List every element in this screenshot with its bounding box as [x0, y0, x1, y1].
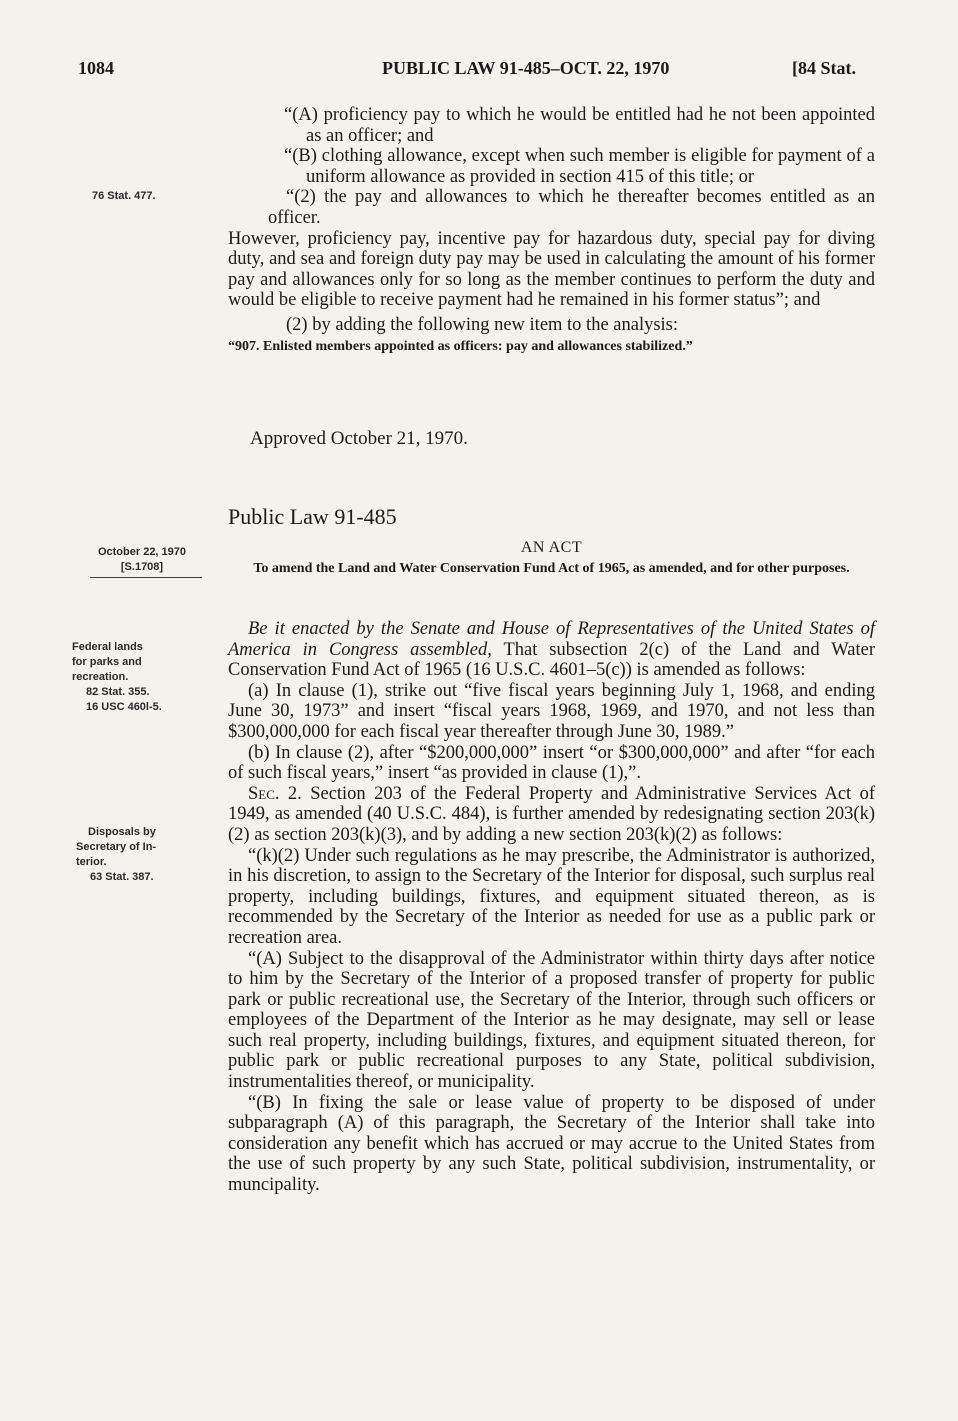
margin-note-disposals: Disposals by Secretary of In- terior. 63 Stat. 387. [76, 826, 157, 883]
section-2-text: Section 203 of the Federal Property and Administrative Services Act of 1949, as amended (40 U.S.C. 484), is further amended by redesignating section 203(k)(2) as section 203(k)(3), and by adding a new section 203(k)(2) as follows: [228, 783, 875, 845]
margin-note-bill: [S.1708] [120, 561, 164, 573]
paragraph-item-2: (2) by adding the following new item to the analysis: [286, 314, 679, 335]
law-title: Public Law 91-485 [228, 504, 397, 529]
margin-note-stat-477: 76 Stat. 477. [92, 190, 156, 202]
paragraph-b-clause-2: (b) In clause (2), after “$200,000,000” insert “or $300,000,000” and after “for each of such fiscal years,” insert “as provided in clause (1),”. [228, 742, 875, 784]
analysis-item: “907. Enlisted members appointed as officers: pay and allowances stabilized.” [228, 338, 693, 354]
approved-date: Approved October 21, 1970. [250, 428, 468, 449]
page-number: 1084 [78, 58, 114, 78]
section-2 [228, 784, 875, 846]
margin-note-rule [90, 577, 202, 578]
paragraph-a-clause-1: (a) In clause (1), strike out “five fiscal years beginning July 1, 1968, and ending June 30, 1973” and insert “fiscal years 1968, 1969, and 1970, and not less than $300,000,000 for each fiscal year thereafter through June 30, 1989.” [228, 680, 875, 742]
enacting-clause-rest: That subsection 2(c) of the Land and Water Conservation Fund Act of 1965 (16 U.S.C. 4601–5(c)) is amended as follows: [228, 639, 875, 681]
enacting-clause [228, 619, 875, 681]
paragraph-a-proficiency: “(A) proficiency pay to which he would be entitled had he not been appointed as an officer; and [284, 105, 875, 146]
paragraph-2-pay: “(2) the pay and allowances to which he thereafter becomes entitled as an officer. [268, 187, 875, 228]
act-heading: AN ACT [520, 539, 583, 556]
paragraph-however: However, proficiency pay, incentive pay for hazardous duty, special pay for diving duty, and sea and foreign duty pay may be used in calculating the amount of his former pay and allowances only for so long as the member continues to perform the duty and would be eligible to receive payment had he remained in his former status”; and [228, 228, 875, 311]
subparagraph-B: “(B) In fixing the sale or lease value of property to be disposed of under subparagraph (A) of this paragraph, the Secretary of the Interior shall take into consideration any benefit which has accrued or may accrue to the United States from the use of such property by any such State, political subdivision, instrumentality, or muncipality. [228, 1092, 875, 1196]
enacting-clause-italic: Be it enacted by the Senate and House of Representatives of the United States of America in Congress assembled, [228, 619, 875, 660]
act-body [228, 619, 875, 1196]
top-section [228, 105, 875, 356]
paragraph-b-clothing: “(B) clothing allowance, except when such member is eligible for payment of a uniform allowance as provided in section 415 of this title; or [284, 146, 875, 187]
subsection-k2: “(k)(2) Under such regulations as he may prescribe, the Administrator is authorized, in his discretion, to assign to the Secretary of the Interior for disposal, such surplus real property, including buildings, fixtures, and equipment situated thereon, as is recommended by the Secretary of the Interior as needed for use as a public park or recreation area. [228, 845, 875, 948]
page-header-stat: [84 Stat. [792, 58, 856, 78]
margin-note-date: October 22, 1970 [97, 546, 187, 558]
act-purpose: To amend the Land and Water Conservation Fund Act of 1965, as amended, and for other purposes. [253, 561, 850, 576]
page-header-title: PUBLIC LAW 91-485–OCT. 22, 1970 [382, 58, 670, 78]
section-2-label: Sec. 2. [248, 783, 302, 804]
subparagraph-A: “(A) Subject to the disapproval of the Administrator within thirty days after notice to him by the Secretary of the Interior of a proposed transfer of property for public park or public recreational use, the Secretary of the Interior, through such officers or employees of the Department of the Interior as he may designate, may sell or lease such real property, including buildings, fixtures, and equipment situated thereon, for public park or public recreational purposes to any State, political subdivision, instrumentalities thereof, or municipality. [228, 948, 875, 1093]
margin-note-federal-lands: Federal lands for parks and recreation. 82 Stat. 355. 16 USC 460l-5. [72, 641, 162, 713]
